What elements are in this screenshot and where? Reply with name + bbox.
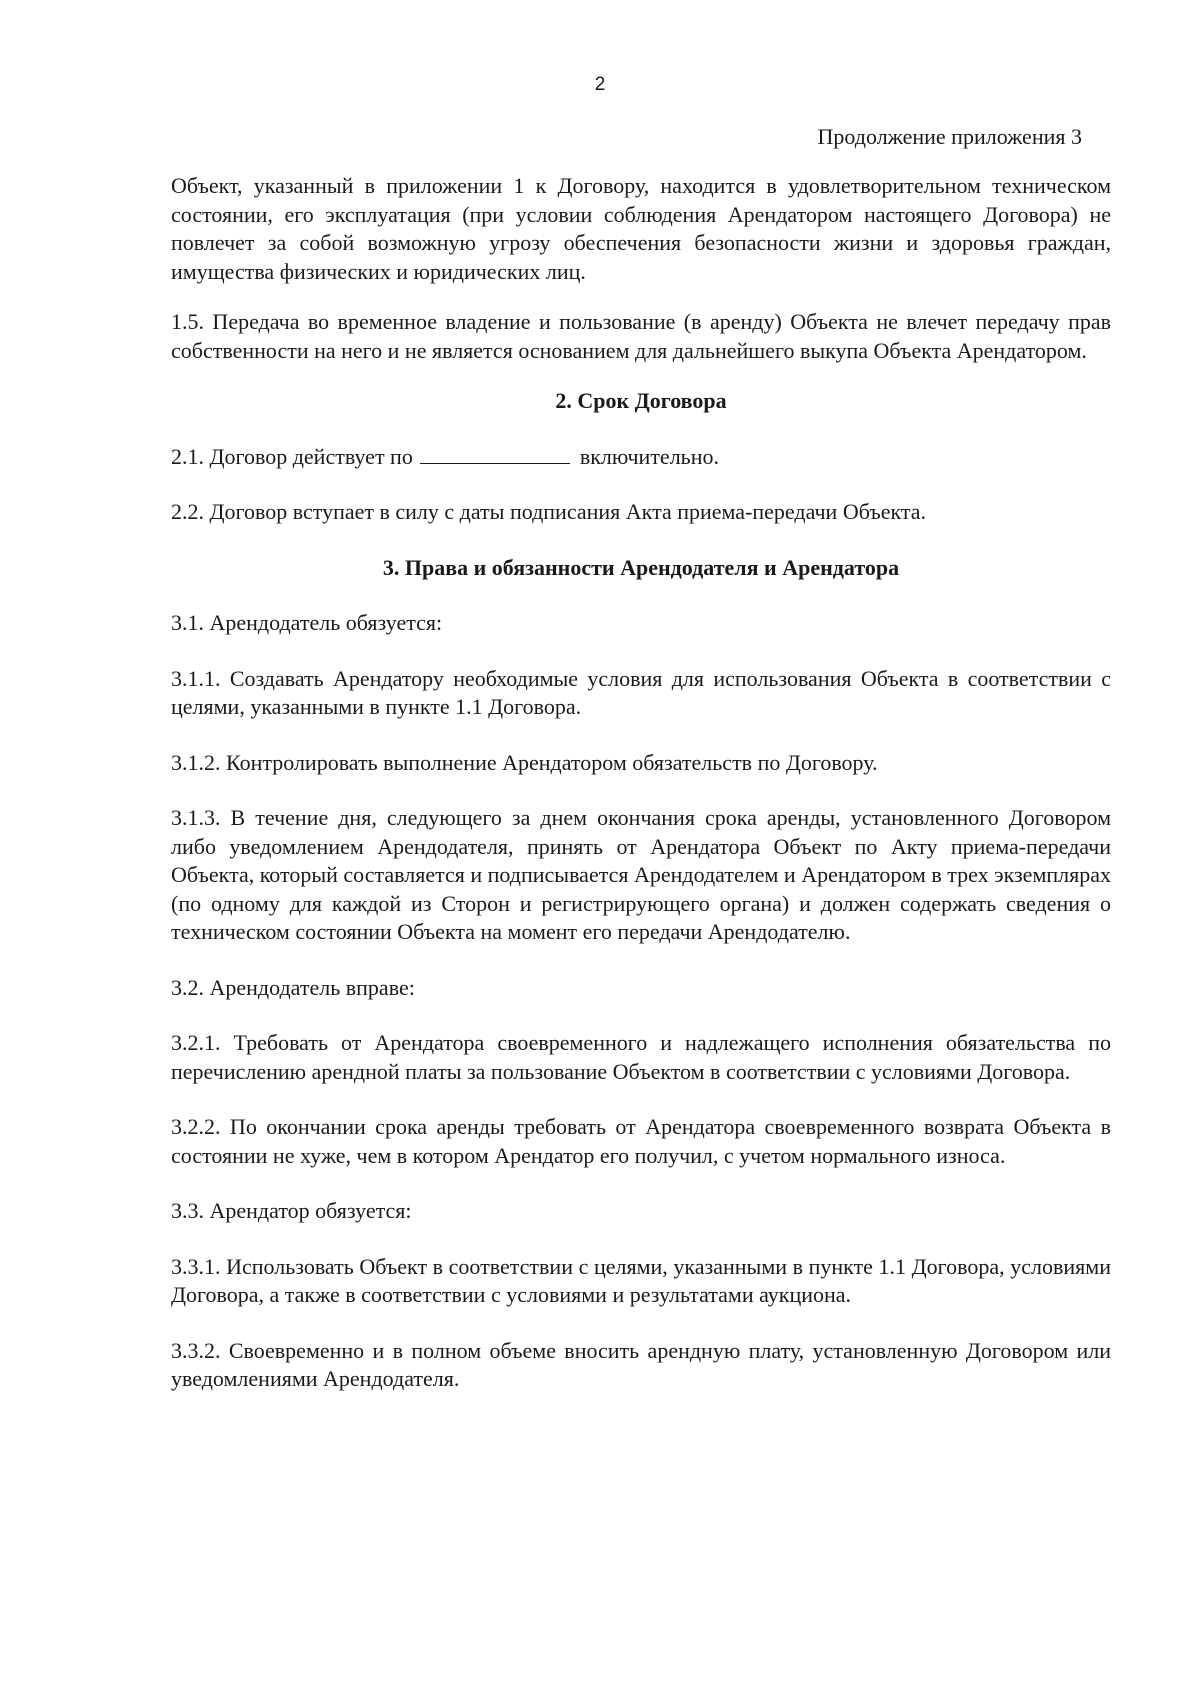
paragraph-2-1-suffix: включительно. (579, 443, 719, 469)
paragraph-2-1-prefix: 2.1. Договор действует по (171, 443, 413, 469)
section-heading-term: 2. Срок Договора (555, 388, 727, 413)
paragraph-3-2-2: 3.2.2. По окончании срока аренды требовать от Арендатора своевременного возврата Объекта в состоянии не хуже, чем в котором Арендатор его получил, с учетом нормального износа. (171, 1114, 1111, 1168)
paragraph-1-5: 1.5. Передача во временное владение и пользование (в аренду) Объекта не влечет передачу прав собственности на него и не является основанием для дальнейшего выкупа Объекта Арендатором. (171, 309, 1111, 363)
paragraph-3-3: 3.3. Арендатор обязуется: (171, 1198, 412, 1223)
paragraph-3-1-3: 3.1.3. В течение дня, следующего за днем окончания срока аренды, установленного Договором либо уведомлением Арендодателя, принять от Арендатора Объект по Акту приема-передачи Объекта, который составляется и подписывается Арендодателем и Арендатором в трех экземплярах (по одному для каждой из Сторон и регистрирующего органа) и должен содержать сведения о техническом состоянии Объекта на момент его передачи Арендодателю. (171, 805, 1111, 944)
paragraph-3-3-2: 3.3.2. Своевременно и в полном объеме вносить арендную плату, установленную Договором или уведомлениями Арендодателя. (171, 1337, 1111, 1391)
section-heading-rights-obligations: 3. Права и обязанности Арендодателя и Арендатора (382, 554, 900, 580)
appendix-continuation-note: Продолжение приложения 3 (817, 124, 1082, 149)
document-body (171, 172, 1111, 1421)
paragraph-2-1 (171, 443, 1111, 472)
paragraph-2-2: 2.2. Договор вступает в силу с даты подписания Акта приема-передачи Объекта. (171, 499, 927, 524)
paragraph-3-1-2: 3.1.2. Контролировать выполнение Арендатором обязательств по Договору. (171, 749, 878, 775)
paragraph-object-condition: Объект, указанный в приложении 1 к Договору, находится в удовлетворительном техническом состоянии, его эксплуатация (при условии соблюдения Арендатором настоящего Договора) не повлечет за собой возможную угрозу обеспечения безопасности жизни и здоровья граждан, имущества физических и юридических лиц. (171, 173, 1111, 284)
date-blank-field (420, 443, 570, 464)
paragraph-3-1: 3.1. Арендодатель обязуется: (171, 610, 443, 635)
paragraph-3-2: 3.2. Арендодатель вправе: (171, 974, 415, 1000)
page-number: 2 (594, 74, 606, 95)
paragraph-3-3-1: 3.3.1. Использовать Объект в соответствии с целями, указанными в пункте 1.1 Договора, условиями Договора, а также в соответствии с условиями и результатами аукциона. (171, 1253, 1111, 1307)
paragraph-3-1-1: 3.1.1. Создавать Арендатору необходимые условия для использования Объекта в соответствии с целями, указанными в пункте 1.1 Договора. (171, 665, 1111, 719)
paragraph-3-2-1: 3.2.1. Требовать от Арендатора своевременного и надлежащего исполнения обязательства по перечислению арендной платы за пользование Объектом в соответствии с условиями Договора. (171, 1030, 1111, 1084)
